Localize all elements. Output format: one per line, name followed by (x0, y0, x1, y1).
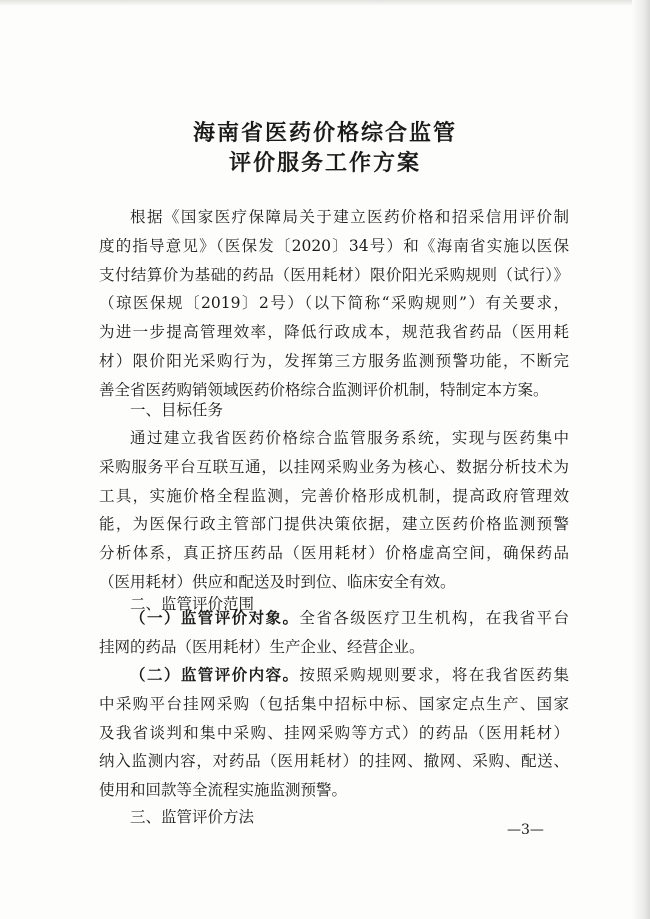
intro-paragraph (99, 203, 569, 405)
sub1-label: （一）监管评价对象。 (130, 608, 300, 627)
intro-line: 善全省医药购销领域医药价格综合监测评价机制，特制定本方案。 (99, 380, 549, 399)
sub1-paragraph (99, 604, 569, 662)
section1-line: 分析体系，真正挤压药品（医用耗材）价格虚高空间，确保药品 (99, 544, 569, 563)
sub2-line1-text: 按照采购规则要求，将在我省医药集 (299, 666, 569, 684)
intro-line: （琼医保规〔2019〕2号）（以下简称“采购规则”）有关要求， (99, 294, 569, 313)
page-top-edge (0, 0, 650, 6)
section1-paragraph (99, 424, 569, 597)
sub2-label: （二）监管评价内容。 (130, 665, 300, 684)
section1-line: 通过建立我省医药价格综合监管服务系统，实现与医药集中 (130, 429, 569, 447)
sub1-line1 (99, 604, 569, 633)
sub2-line: 纳入监测内容，对药品（医用耗材）的挂网、撤网、采购、配送、 (99, 752, 569, 771)
section1-line: 采购服务平台互联互通，以挂网采购业务为核心、数据分析技术为 (99, 457, 569, 476)
document-title-line2: 评价服务工作方案 (228, 150, 421, 176)
intro-line: 支付结算价为基础的药品（医用耗材）限价阳光采购规则（试行）》 (99, 265, 569, 284)
sub1-line1-text: 全省各级医疗卫生机构，在我省平台 (299, 609, 569, 627)
sub2-paragraph (99, 661, 569, 805)
intro-line: 为进一步提高管理效率，降低行政成本，规范我省药品（医用耗 (99, 323, 569, 342)
intro-line: 度的指导意见》（医保发〔2020〕34号）和《海南省实施以医保 (99, 236, 569, 255)
section2-heading: 二、监管评价范围 (130, 595, 255, 613)
page-number: —3— (507, 822, 544, 838)
sub2-line: 及我省谈判和集中采购、挂网采购等方式）的药品（医用耗材） (99, 723, 569, 742)
document-title-line1: 海南省医药价格综合监管 (192, 120, 457, 146)
intro-line: 材）限价阳光采购行为，发挥第三方服务监测预警功能，不断完 (99, 351, 569, 370)
sub1-line2: 挂网的药品（医用耗材）生产企业、经营企业。 (99, 637, 425, 656)
sub2-line1 (99, 661, 569, 690)
section1-heading: 一、目标任务 (130, 401, 224, 419)
intro-line: 根据《国家医疗保障局关于建立医药价格和招采信用评价制 (130, 208, 569, 226)
section3-heading: 三、监管评价方法 (130, 808, 255, 826)
sub2-line: 中采购平台挂网采购（包括集中招标中标、国家定点生产、国家 (99, 694, 569, 713)
section1-line: 能，为医保行政主管部门提供决策依据，建立医药价格监测预警 (99, 515, 569, 534)
section1-line: （医用耗材）供应和配送及时到位、临床安全有效。 (99, 572, 456, 591)
section1-line: 工具，实施价格全程监测，完善价格形成机制，提高政府管理效 (99, 486, 569, 505)
sub2-line: 使用和回款等全流程实施监测预警。 (99, 781, 348, 800)
